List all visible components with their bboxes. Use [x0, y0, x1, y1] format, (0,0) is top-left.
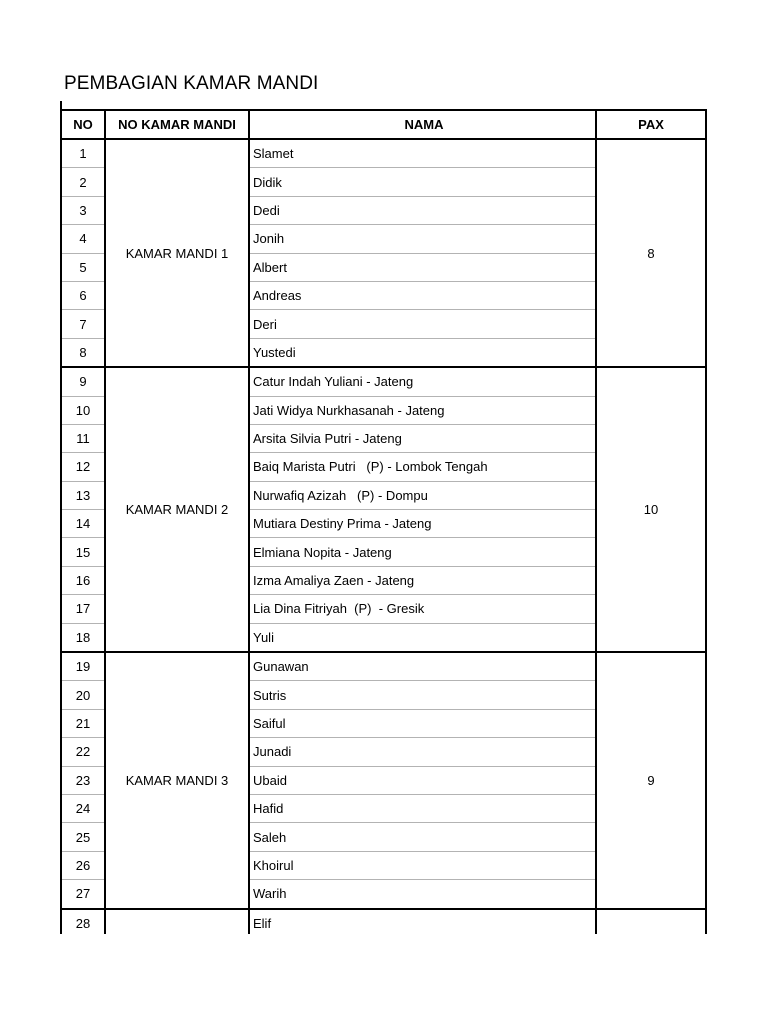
cell-kamar-mandi: KAMAR MANDI 3: [105, 652, 249, 909]
cell-no: 28: [61, 909, 105, 938]
cell-no: 21: [61, 709, 105, 737]
cell-no: 25: [61, 823, 105, 851]
cell-nama: Yuli: [249, 623, 596, 652]
header-pax: PAX: [596, 110, 706, 139]
cell-no: 9: [61, 367, 105, 396]
cell-no: 27: [61, 880, 105, 909]
cell-nama: Slamet: [249, 139, 596, 168]
cell-nama: Jonih: [249, 225, 596, 253]
cell-nama: Warih: [249, 880, 596, 909]
cell-no: 16: [61, 566, 105, 594]
cell-no: 17: [61, 595, 105, 623]
cell-no: 20: [61, 681, 105, 709]
cell-no: 3: [61, 196, 105, 224]
cell-pax: 8: [596, 139, 706, 367]
cell-no: 11: [61, 424, 105, 452]
cell-no: 4: [61, 225, 105, 253]
cell-no: 6: [61, 281, 105, 309]
header-row: [61, 110, 706, 139]
cell-nama: Albert: [249, 253, 596, 281]
cell-no: 13: [61, 481, 105, 509]
cell-nama: Saiful: [249, 709, 596, 737]
cell-nama: Yustedi: [249, 338, 596, 367]
page-title: PEMBAGIAN KAMAR MANDI: [64, 73, 319, 94]
cell-no: 15: [61, 538, 105, 566]
cell-no: 2: [61, 168, 105, 196]
cell-no: 12: [61, 453, 105, 481]
header-kamar-mandi: NO KAMAR MANDI: [105, 110, 249, 139]
cell-nama: Dedi: [249, 196, 596, 224]
cell-nama: Ubaid: [249, 766, 596, 794]
cell-nama: Gunawan: [249, 652, 596, 681]
cell-no: 8: [61, 338, 105, 367]
cell-kamar-mandi: KAMAR MANDI 2: [105, 367, 249, 652]
cell-nama: Deri: [249, 310, 596, 338]
cell-nama: Andreas: [249, 281, 596, 309]
header-nama: NAMA: [249, 110, 596, 139]
table-row: [61, 139, 706, 168]
cell-no: 1: [61, 139, 105, 168]
cell-nama: Jati Widya Nurkhasanah - Jateng: [249, 396, 596, 424]
table-row: [61, 652, 706, 681]
cell-kamar-mandi: KAMAR MANDI 1: [105, 139, 249, 367]
cell-pax: 10: [596, 367, 706, 652]
cell-nama: Elmiana Nopita - Jateng: [249, 538, 596, 566]
cell-no: 22: [61, 738, 105, 766]
table-row: [61, 367, 706, 396]
cell-nama: Baiq Marista Putri (P) - Lombok Tengah: [249, 453, 596, 481]
cell-no: 23: [61, 766, 105, 794]
cell-nama: Catur Indah Yuliani - Jateng: [249, 367, 596, 396]
cell-nama: Sutris: [249, 681, 596, 709]
cell-no: 18: [61, 623, 105, 652]
table-body: [61, 139, 706, 937]
cell-nama: Arsita Silvia Putri - Jateng: [249, 424, 596, 452]
cell-no: 7: [61, 310, 105, 338]
cell-no: 26: [61, 851, 105, 879]
cell-no: 24: [61, 794, 105, 822]
cell-nama: Saleh: [249, 823, 596, 851]
cell-nama: Didik: [249, 168, 596, 196]
cell-nama: Hafid: [249, 794, 596, 822]
bathroom-allocation-table: [60, 109, 707, 938]
cell-nama: Elif: [249, 909, 596, 938]
cell-nama: Mutiara Destiny Prima - Jateng: [249, 510, 596, 538]
cell-no: 19: [61, 652, 105, 681]
cell-no: 10: [61, 396, 105, 424]
header-no: NO: [61, 110, 105, 139]
cell-no: 14: [61, 510, 105, 538]
cell-pax: 9: [596, 652, 706, 909]
cell-nama: Nurwafiq Azizah (P) - Dompu: [249, 481, 596, 509]
cell-nama: Khoirul: [249, 851, 596, 879]
page-bottom-margin: [0, 934, 768, 1024]
cell-nama: Izma Amaliya Zaen - Jateng: [249, 566, 596, 594]
cell-nama: Junadi: [249, 738, 596, 766]
cell-no: 5: [61, 253, 105, 281]
cell-nama: Lia Dina Fitriyah (P) - Gresik: [249, 595, 596, 623]
